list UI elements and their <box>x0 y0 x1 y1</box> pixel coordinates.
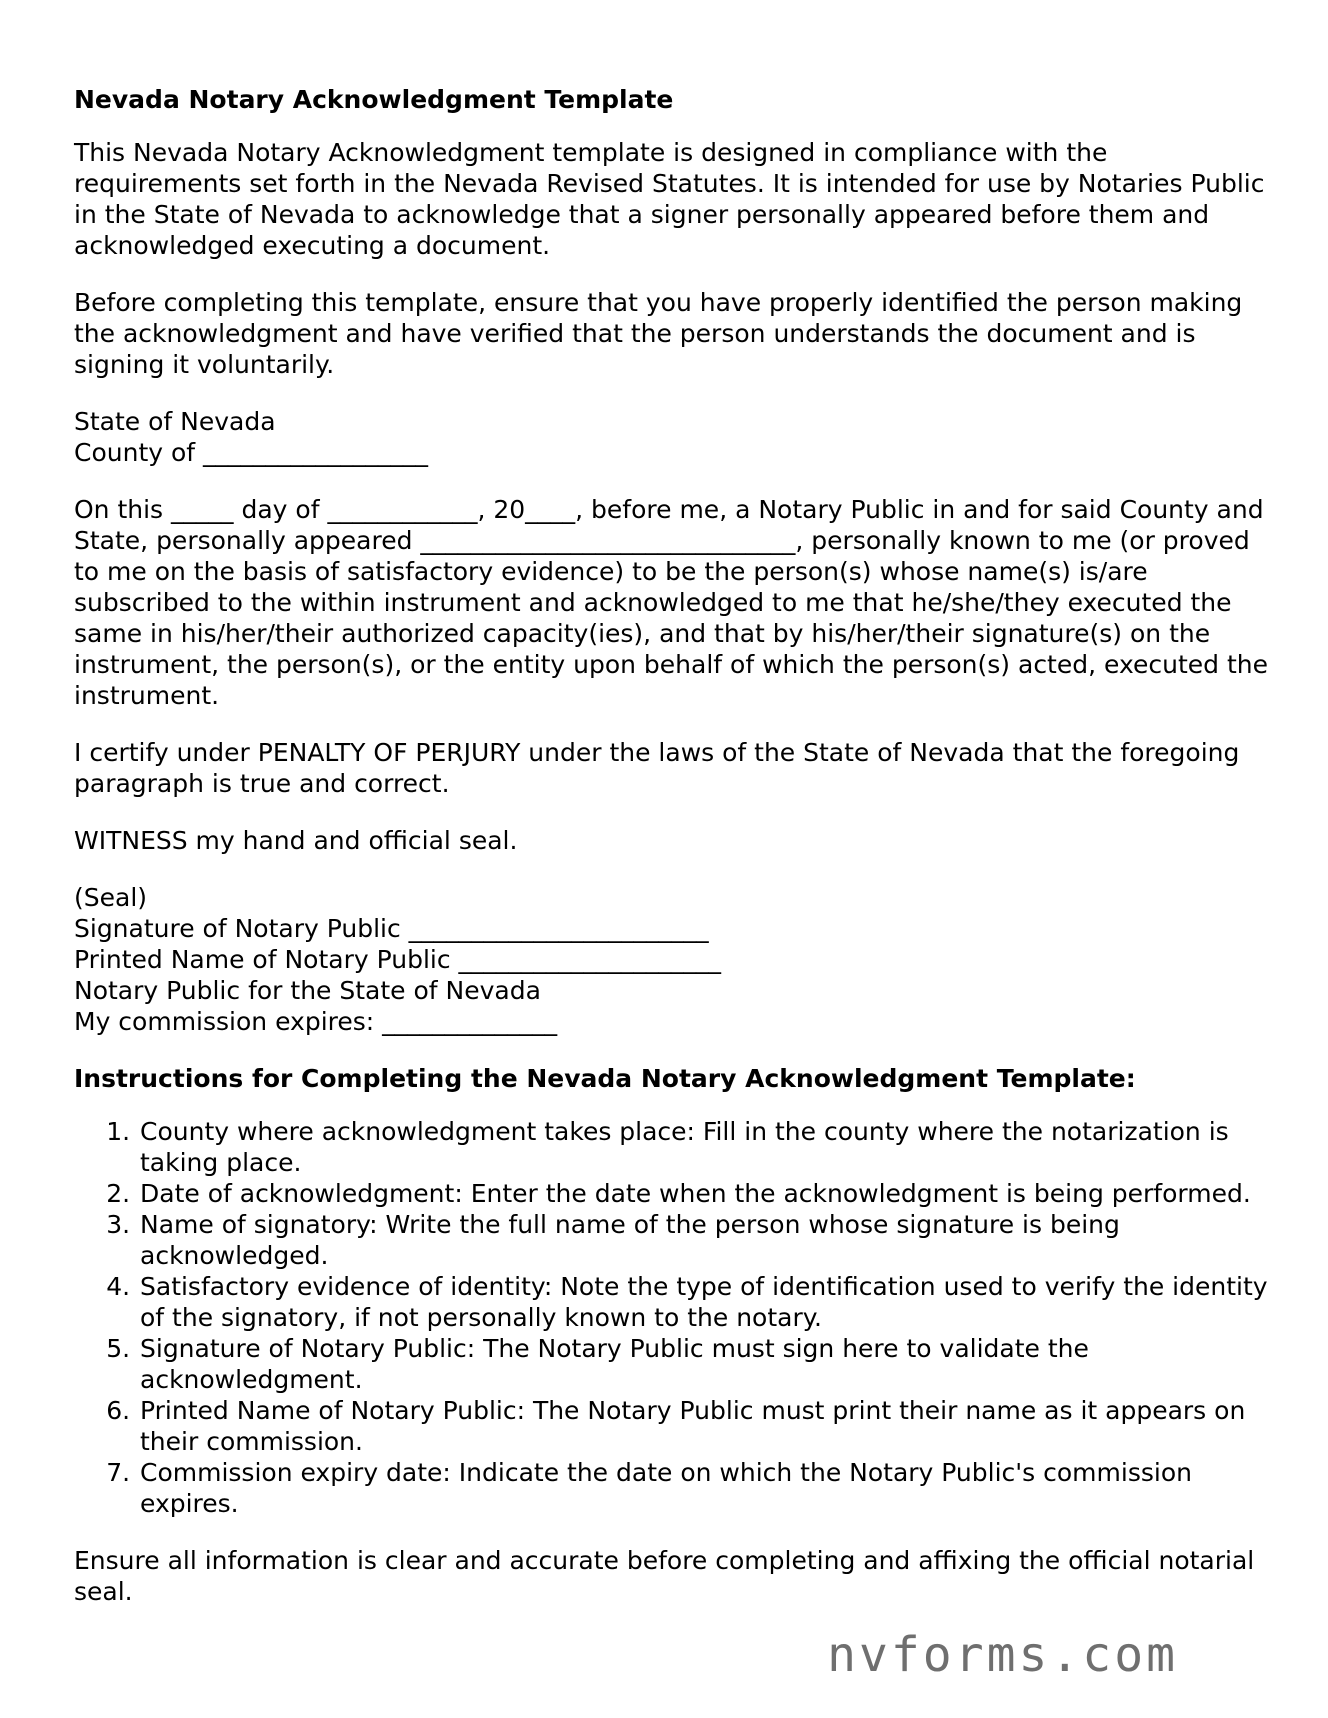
list-item: 6. Printed Name of Notary Public: The Notary Public must print their name as it appears on their commission. <box>138 1395 1274 1457</box>
list-item: 2. Date of acknowledgment: Enter the date when the acknowledgment is being performed. <box>138 1178 1274 1209</box>
list-item: 1. County where acknowledgment takes place: Fill in the county where the notarization is taking place. <box>138 1116 1274 1178</box>
certification-paragraph: I certify under PENALTY OF PERJURY under the laws of the State of Nevada that the foregoing paragraph is true and correct. <box>74 738 1240 798</box>
venue-county: County of __________________ <box>74 438 429 467</box>
instructions-heading: Instructions for Completing the Nevada Notary Acknowledgment Template: <box>74 1064 1136 1093</box>
commission-expiry-line: My commission expires: ______________ <box>74 1007 558 1036</box>
list-item: 3. Name of signatory: Write the full name of the person whose signature is being acknowledged. <box>138 1209 1274 1271</box>
document-title: Nevada Notary Acknowledgment Template <box>74 85 674 114</box>
notary-signature-line: Signature of Notary Public ________________________ <box>74 914 709 943</box>
witness-line: WITNESS my hand and official seal. <box>74 826 518 855</box>
venue-block <box>74 406 1274 468</box>
venue-state: State of Nevada <box>74 407 276 436</box>
notary-printed-name-line: Printed Name of Notary Public _____________________ <box>74 945 722 974</box>
list-item: 7. Commission expiry date: Indicate the date on which the Notary Public's commission expires. <box>138 1457 1274 1519</box>
list-item: 5. Signature of Notary Public: The Notary Public must sign here to validate the acknowledgment. <box>138 1333 1274 1395</box>
list-item: 4. Satisfactory evidence of identity: Note the type of identification used to verify the identity of the signatory, if not personally known to the notary. <box>138 1271 1274 1333</box>
closing-paragraph: Ensure all information is clear and accurate before completing and affixing the official notarial seal. <box>74 1546 1255 1606</box>
document-body <box>74 84 1274 1633</box>
preparation-paragraph: Before completing this template, ensure that you have properly identified the person making the acknowledgment and have verified that the person understands the document and is signing it voluntarily. <box>74 288 1243 379</box>
signature-block <box>74 882 1274 1037</box>
site-watermark: nvforms.com <box>827 1627 1178 1683</box>
seal-label: (Seal) <box>74 883 148 912</box>
acknowledgment-paragraph: On this _____ day of ____________, 20____, before me, a Notary Public in and for said County and State, personally appeared ______________________________, personally known to me (or proved to me on the basis of satisfactory evidence) to be the person(s) whose name(s) is/are subscribed to the within instrument and acknowledged to me that he/she/they executed the same in his/her/their authorized capacity(ies), and that by his/her/their signature(s) on the instrument, the person(s), or the entity upon behalf of which the person(s) acted, executed the instrument. <box>74 495 1268 710</box>
instructions-list <box>74 1116 1274 1519</box>
notary-state-line: Notary Public for the State of Nevada <box>74 976 541 1005</box>
intro-paragraph: This Nevada Notary Acknowledgment template is designed in compliance with the requirements set forth in the Nevada Revised Statutes. It is intended for use by Notaries Public in the State of Nevada to acknowledge that a signer personally appeared before them and acknowledged executing a document. <box>74 138 1265 260</box>
